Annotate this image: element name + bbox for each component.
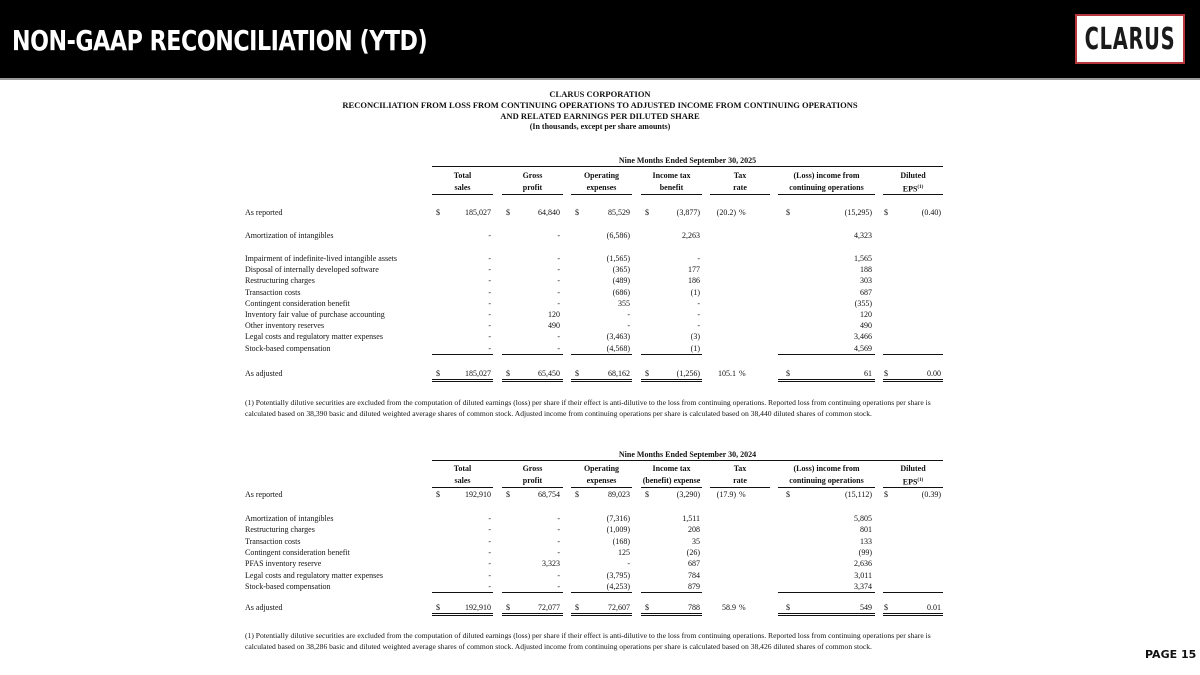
tax-value: 186 (688, 276, 700, 286)
total-double-rule (432, 613, 493, 616)
adjustment-row-label: Amortization of intangibles (245, 514, 334, 523)
sales-value: - (488, 265, 491, 275)
tax-value: 177 (688, 265, 700, 275)
opex-value: - (627, 559, 630, 569)
currency-symbol: $ (884, 603, 888, 612)
column-header-text: continuing operations (789, 183, 864, 192)
column-header-rule (502, 487, 563, 488)
sales-value: - (488, 231, 491, 240)
column-header-text: expenses (586, 183, 617, 192)
column-header-line1: Tax (733, 171, 747, 180)
gross-value: - (557, 231, 560, 240)
column-header-line1: Income tax (652, 171, 691, 180)
income-value: 303 (860, 276, 872, 286)
tax-value: 35 (692, 536, 700, 546)
tax-rate-value: (20.2) (716, 208, 736, 217)
gross-value: - (557, 514, 560, 523)
subtotal-rule (432, 592, 493, 593)
currency-symbol: $ (506, 208, 510, 217)
column-header-text: EPS (902, 184, 918, 194)
column-header-text: rate (733, 183, 747, 192)
opex-value: (1,009) (606, 525, 630, 535)
percent-sign: % (739, 603, 746, 612)
adjustment-row-label: Amortization of intangibles (245, 231, 334, 240)
sales-value: 185,027 (465, 369, 491, 378)
column-header-line2 (502, 183, 563, 193)
income-value: 120 (860, 310, 872, 319)
report-units: (In thousands, except per share amounts) (529, 122, 671, 131)
opex-value: 355 (618, 298, 630, 308)
tax-value: (1) (690, 287, 700, 297)
opex-value: (4,568) (606, 343, 630, 353)
gross-value: 490 (548, 321, 560, 331)
subtotal-rule (432, 354, 493, 355)
column-header-rule (778, 194, 875, 195)
sales-value: - (488, 581, 491, 591)
currency-symbol: $ (884, 369, 888, 378)
column-header-line2 (710, 183, 770, 193)
tax-value: 788 (688, 603, 700, 612)
column-header-text: benefit (659, 183, 684, 192)
currency-symbol: $ (645, 603, 649, 612)
slide-title: NON-GAAP RECONCILIATION (YTD) (12, 24, 428, 57)
income-value: (355) (854, 298, 872, 308)
column-header-text: rate (733, 476, 747, 485)
subtotal-rule (571, 592, 632, 593)
eps-footnote: (1) Potentially dilutive securities are excluded from the computation of diluted earnings (loss) per share if their effect is anti-dilutive to the loss from continuing operations. Reported loss from continuing operations per share is calculated based on 38,390 basic and diluted weighted average shares of common stock. Adjusted income from continuing operations per share is calculated based on 38,440 diluted shares of common stock. (245, 398, 931, 418)
as-adjusted-row-label: As adjusted (245, 369, 283, 378)
gross-value: 64,840 (538, 208, 560, 217)
currency-symbol: $ (506, 369, 510, 378)
as-reported-row-label: As reported (245, 208, 283, 217)
sales-value: - (488, 298, 491, 308)
footnote-marker: (1) (917, 185, 924, 190)
as-adjusted-row-label: As adjusted (245, 603, 283, 612)
tax-rate-value: (17.9) (716, 490, 736, 499)
total-double-rule (883, 613, 943, 616)
column-header-text: (benefit) expense (642, 476, 701, 485)
opex-value: 72,607 (608, 603, 630, 612)
currency-symbol: $ (645, 490, 649, 499)
adjustment-row-label: Legal costs and regulatory matter expenses (245, 332, 383, 342)
column-header-rule (883, 487, 943, 488)
opex-value: (365) (612, 265, 630, 275)
gross-value: - (557, 254, 560, 263)
column-header-rule (778, 487, 875, 488)
tax-value: 879 (688, 581, 700, 591)
period-rule (432, 460, 943, 461)
column-header-line1: Operating (583, 464, 620, 473)
column-header-line2 (778, 476, 875, 486)
subtotal-rule (883, 592, 943, 593)
currency-symbol: $ (575, 603, 579, 612)
opex-value: (489) (612, 276, 630, 286)
tax-value: 208 (688, 525, 700, 535)
tax-value: (1) (690, 343, 700, 353)
subtotal-rule (778, 354, 875, 355)
tax-rate-value: 58.9 (722, 603, 736, 612)
gross-value: - (557, 343, 560, 353)
income-value: 3,466 (854, 332, 872, 342)
adjustment-row-label: Contingent consideration benefit (245, 547, 350, 557)
gross-value: - (557, 276, 560, 286)
total-double-rule (502, 613, 563, 616)
total-double-rule (641, 379, 702, 382)
total-double-rule (778, 379, 875, 382)
tax-value: (26) (686, 547, 700, 557)
gross-value: - (557, 547, 560, 557)
opex-value: (3,795) (606, 570, 630, 580)
currency-symbol: $ (506, 490, 510, 499)
opex-value: (6,586) (606, 231, 630, 240)
income-value: 2,636 (854, 559, 872, 569)
gross-value: 3,323 (542, 559, 560, 569)
column-header-line1: Diluted (900, 464, 926, 473)
income-value: (15,112) (844, 490, 872, 499)
column-header-line1: (Loss) income from (793, 464, 860, 473)
sales-value: - (488, 321, 491, 331)
opex-value: (3,463) (606, 332, 630, 342)
sales-value: - (488, 254, 491, 263)
tax-value: (3,290) (676, 490, 700, 499)
subtotal-rule (641, 354, 702, 355)
income-value: 4,569 (854, 343, 872, 353)
opex-value: (686) (612, 287, 630, 297)
gross-value: - (557, 536, 560, 546)
sales-value: - (488, 514, 491, 523)
adjustment-row-label: Impairment of indefinite-lived intangible assets (245, 254, 397, 263)
page-number: PAGE 15 (1145, 648, 1197, 661)
income-value: 801 (860, 525, 872, 535)
currency-symbol: $ (575, 490, 579, 499)
tax-value: (1,256) (676, 369, 700, 378)
eps-value: 0.00 (927, 369, 941, 378)
eps-value: (0.40) (921, 208, 941, 217)
column-header-rule (432, 194, 493, 195)
column-header-line1: Diluted (900, 171, 926, 180)
tax-rate-value: 105.1 (718, 369, 736, 378)
currency-symbol: $ (786, 208, 790, 217)
clarus-logo (1075, 14, 1185, 64)
adjustment-row-label: Stock-based compensation (245, 581, 331, 591)
income-value: 1,565 (854, 254, 872, 263)
subtotal-rule (778, 592, 875, 593)
column-header-rule (641, 487, 702, 488)
period-header: Nine Months Ended September 30, 2024 (618, 450, 757, 459)
column-header-line2 (778, 183, 875, 193)
subtotal-rule (883, 354, 943, 355)
column-header-rule (710, 487, 770, 488)
tax-value: (3) (690, 332, 700, 342)
subtotal-rule (571, 354, 632, 355)
currency-symbol: $ (575, 208, 579, 217)
column-header-rule (432, 487, 493, 488)
total-double-rule (883, 379, 943, 382)
currency-symbol: $ (884, 490, 888, 499)
opex-value: 85,529 (608, 208, 630, 217)
sales-value: - (488, 536, 491, 546)
currency-symbol: $ (436, 490, 440, 499)
adjustment-row-label: Transaction costs (245, 536, 301, 546)
currency-symbol: $ (645, 208, 649, 217)
currency-symbol: $ (575, 369, 579, 378)
opex-value: 125 (618, 547, 630, 557)
opex-value: (168) (612, 536, 630, 546)
total-double-rule (778, 613, 875, 616)
gross-value: 72,077 (538, 603, 560, 612)
column-header-line2 (710, 476, 770, 486)
gross-value: - (557, 332, 560, 342)
column-header-text: sales (454, 183, 471, 192)
total-double-rule (641, 613, 702, 616)
column-header-line2 (432, 476, 493, 486)
income-value: 4,323 (854, 231, 872, 240)
income-value: 61 (864, 369, 872, 378)
income-value: 490 (860, 321, 872, 331)
opex-value: (7,316) (606, 514, 630, 523)
gross-value: 68,754 (538, 490, 560, 499)
column-header-line1: Tax (733, 464, 747, 473)
column-header-line1: Operating (583, 171, 620, 180)
adjustment-row-label: Contingent consideration benefit (245, 298, 350, 308)
opex-value: - (627, 321, 630, 331)
tax-value: - (697, 298, 700, 308)
column-header-text: EPS (902, 477, 918, 487)
opex-value: 89,023 (608, 490, 630, 499)
opex-value: (1,565) (606, 254, 630, 263)
gross-value: - (557, 265, 560, 275)
sales-value: - (488, 287, 491, 297)
subtotal-rule (641, 592, 702, 593)
currency-symbol: $ (645, 369, 649, 378)
column-header-line1: Gross (522, 464, 543, 473)
column-header-text: sales (454, 476, 471, 485)
currency-symbol: $ (436, 369, 440, 378)
column-header-rule (883, 194, 943, 195)
column-header-line1: Total (453, 464, 472, 473)
column-header-line2 (571, 183, 632, 193)
currency-symbol: $ (786, 603, 790, 612)
percent-sign: % (739, 208, 746, 217)
column-header-line2 (883, 183, 943, 195)
gross-value: - (557, 298, 560, 308)
sales-value: 185,027 (465, 208, 491, 217)
column-header-rule (710, 194, 770, 195)
as-reported-row-label: As reported (245, 490, 283, 499)
column-header-line1: Gross (522, 171, 543, 180)
gross-value: - (557, 287, 560, 297)
column-header-rule (571, 194, 632, 195)
income-value: (15,295) (844, 208, 872, 217)
column-header-line2 (641, 183, 702, 193)
percent-sign: % (739, 369, 746, 378)
adjustment-row-label: Other inventory reserves (245, 321, 325, 331)
tax-value: 2,263 (682, 231, 700, 240)
adjustment-row-label: Stock-based compensation (245, 343, 331, 353)
footnote-marker: (1) (917, 478, 924, 483)
adjustment-row-label: Transaction costs (245, 287, 301, 297)
eps-footnote: (1) Potentially dilutive securities are excluded from the computation of diluted earnings (loss) per share if their effect is anti-dilutive to the loss from continuing operations. Reported loss from continuing operations per share is calculated based on 38,286 basic and diluted weighted average shares of common stock. Adjusted income from continuing operations per share is calculated based on 38,426 diluted shares of common stock. (245, 631, 931, 651)
sales-value: - (488, 343, 491, 353)
column-header-line2 (432, 183, 493, 193)
gross-value: - (557, 525, 560, 535)
adjustment-row-label: Restructuring charges (245, 276, 315, 286)
sales-value: - (488, 276, 491, 286)
opex-value: 68,162 (608, 369, 630, 378)
currency-symbol: $ (436, 208, 440, 217)
sales-value: - (488, 547, 491, 557)
tax-value: - (697, 310, 700, 319)
period-rule (432, 166, 943, 167)
tax-value: - (697, 254, 700, 263)
column-header-rule (502, 194, 563, 195)
slide-header-bar (0, 0, 1200, 80)
column-header-text: continuing operations (789, 476, 864, 485)
currency-symbol: $ (786, 490, 790, 499)
total-double-rule (571, 379, 632, 382)
sales-value: - (488, 332, 491, 342)
sales-value: - (488, 570, 491, 580)
total-double-rule (502, 379, 563, 382)
income-value: 687 (860, 287, 872, 297)
column-header-line2 (883, 476, 943, 488)
adjustment-row-label: Legal costs and regulatory matter expenses (245, 570, 383, 580)
total-double-rule (571, 613, 632, 616)
column-header-rule (641, 194, 702, 195)
column-header-line1: (Loss) income from (793, 171, 860, 180)
gross-value: 120 (548, 310, 560, 319)
column-header-rule (571, 487, 632, 488)
adjustment-row-label: Restructuring charges (245, 525, 315, 535)
gross-value: 65,450 (538, 369, 560, 378)
sales-value: - (488, 310, 491, 319)
opex-value: - (627, 310, 630, 319)
tax-value: (3,877) (676, 208, 700, 217)
income-value: 5,805 (854, 514, 872, 523)
income-value: 3,374 (854, 581, 872, 591)
adjustment-row-label: Inventory fair value of purchase accounting (245, 310, 385, 319)
column-header-line2 (641, 476, 702, 486)
column-header-line2 (571, 476, 632, 486)
column-header-text: profit (522, 183, 543, 192)
report-title-line2: AND RELATED EARNINGS PER DILUTED SHARE (500, 111, 700, 121)
tax-value: 784 (688, 570, 700, 580)
percent-sign: % (739, 490, 746, 499)
column-header-text: expenses (586, 476, 617, 485)
eps-value: (0.39) (921, 490, 941, 499)
period-header: Nine Months Ended September 30, 2025 (618, 156, 757, 165)
income-value: (99) (858, 547, 872, 557)
sales-value: - (488, 525, 491, 535)
column-header-line2 (502, 476, 563, 486)
column-header-line1: Income tax (652, 464, 691, 473)
report-company: CLARUS CORPORATION (549, 89, 651, 99)
income-value: 133 (860, 536, 872, 546)
currency-symbol: $ (786, 369, 790, 378)
gross-value: - (557, 570, 560, 580)
subtotal-rule (502, 354, 563, 355)
sales-value: 192,910 (465, 603, 491, 612)
income-value: 188 (860, 265, 872, 275)
tax-value: 1,511 (682, 514, 700, 523)
currency-symbol: $ (436, 603, 440, 612)
column-header-text: profit (522, 476, 543, 485)
tax-value: 687 (688, 559, 700, 569)
sales-value: - (488, 559, 491, 569)
report-title-line1: RECONCILIATION FROM LOSS FROM CONTINUING OPERATIONS TO ADJUSTED INCOME FROM CONTINUING OPERATIONS (342, 100, 858, 110)
income-value: 549 (860, 603, 872, 612)
adjustment-row-label: PFAS inventory reserve (245, 559, 322, 569)
tax-value: - (697, 321, 700, 331)
total-double-rule (432, 379, 493, 382)
currency-symbol: $ (884, 208, 888, 217)
gross-value: - (557, 581, 560, 591)
column-header-line1: Total (453, 171, 472, 180)
opex-value: (4,253) (606, 581, 630, 591)
eps-value: 0.01 (927, 603, 941, 612)
subtotal-rule (502, 592, 563, 593)
income-value: 3,011 (854, 570, 872, 580)
currency-symbol: $ (506, 603, 510, 612)
sales-value: 192,910 (465, 490, 491, 499)
adjustment-row-label: Disposal of internally developed software (245, 265, 379, 275)
logo-text: CLARUS (1084, 21, 1176, 57)
